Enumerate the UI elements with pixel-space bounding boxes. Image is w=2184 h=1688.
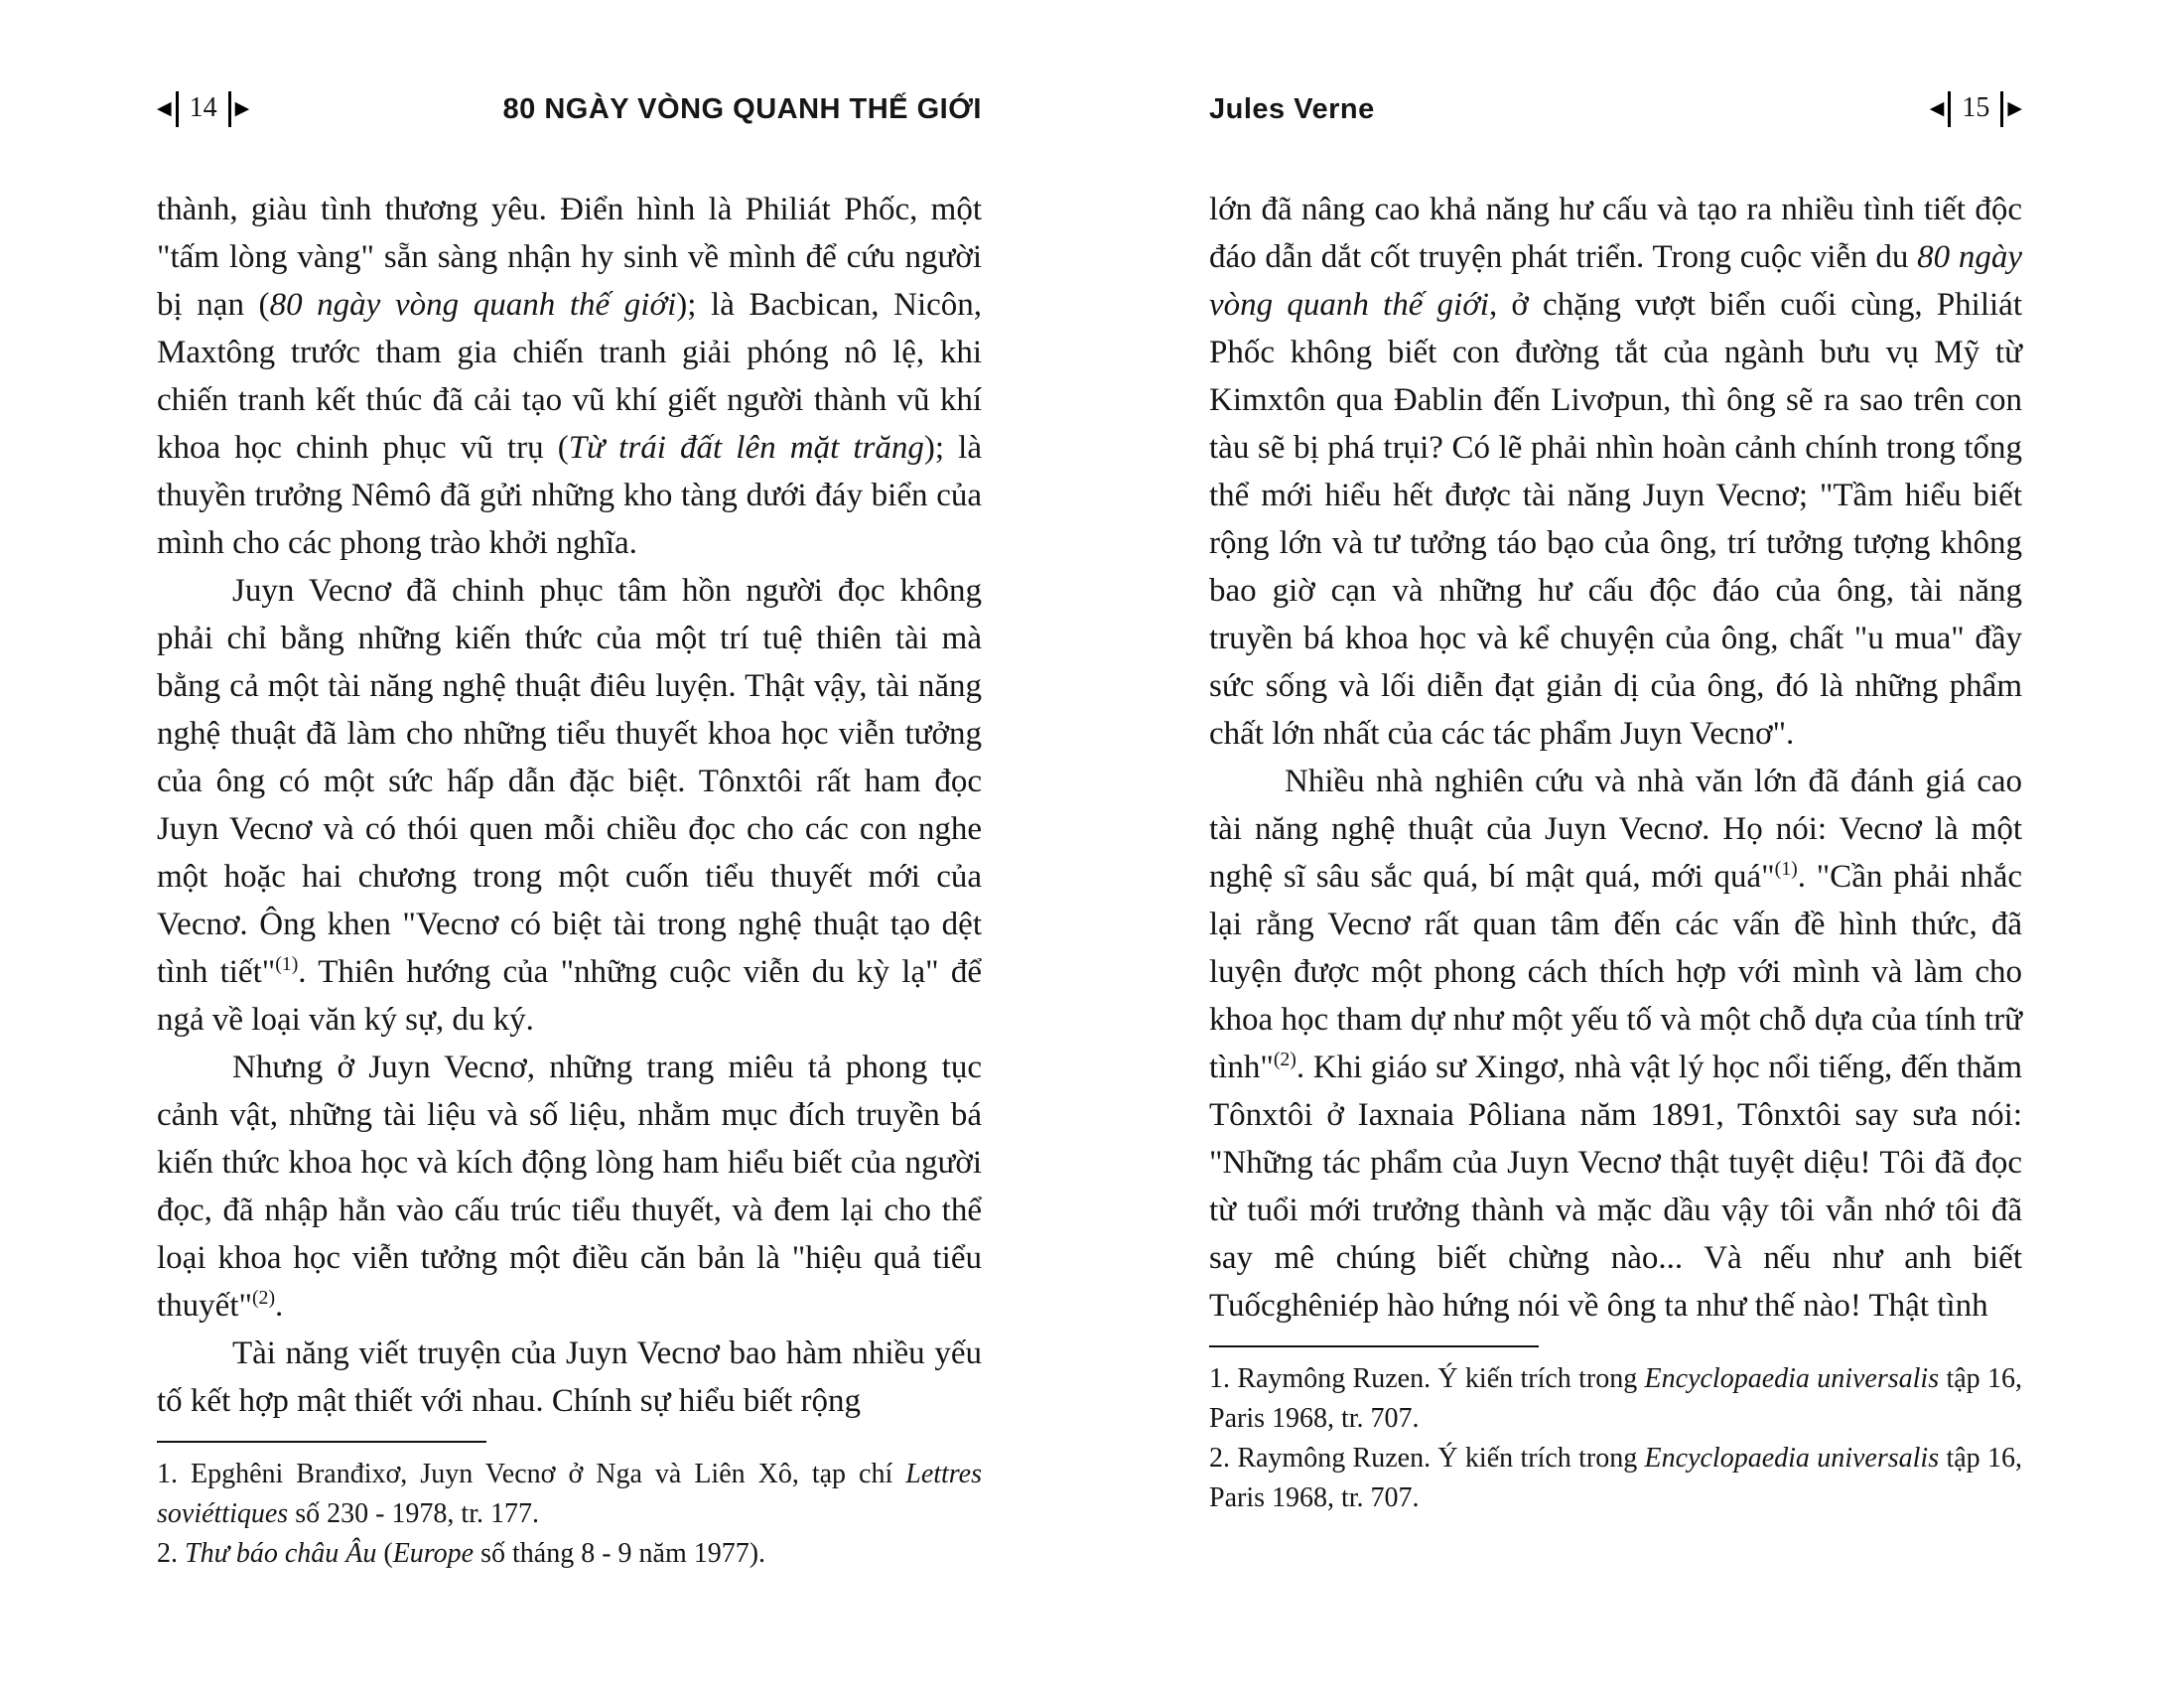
page-body-left: [157, 186, 982, 1425]
footnote-list: [157, 1455, 982, 1574]
italic-text: 80 ngày vòng quanh thế giới: [269, 287, 677, 323]
page-header-left: [157, 87, 982, 131]
text-run: Juyn Vecnơ đã chinh phục tâm hồn người đọc không phải chỉ bằng những kiến thức của một trí tuệ thiên tài mà bằng cả một tài năng nghệ thuật điêu luyện. Thật vậy, tài năng nghệ thuật đã làm cho những tiểu thuyết khoa học viễn tưởng của ông có một sức hấp dẫn đặc biệt. Tônxtôi rất ham đọc Juyn Vecnơ và có thói quen mỗi chiều đọc cho các con nghe một hoặc hai chương trong một cuốn tiểu thuyết mới của Vecnơ. Ông khen "Vecnơ có biệt tài trong nghệ thuật tạo dệt tình tiết": [157, 573, 982, 990]
italic-text: Europe: [392, 1538, 475, 1569]
footnote-ref: (2): [1273, 1049, 1297, 1070]
page-number-badge-left: [157, 91, 249, 127]
text-run: . Thiên hướng của "những cuộc viễn du kỳ lạ" để ngả về loại văn ký sự, du ký.: [157, 954, 982, 1038]
text-run: 2. Raymông Ruzen. Ý kiến trích trong: [1209, 1443, 1645, 1474]
text-run: 1. Raymông Ruzen. Ý kiến trích trong: [1209, 1363, 1645, 1394]
paragraph: [1209, 186, 2022, 758]
text-run: Tài năng viết truyện của Juyn Vecnơ bao hàm nhiều yếu tố kết hợp mật thiết với nhau. Chính sự hiểu biết rộng: [157, 1336, 982, 1419]
page-number: 15: [1948, 91, 2003, 127]
text-run: thành, giàu tình thương yêu. Điển hình là Philiát Phốc, một "tấm lòng vàng" sẵn sàng nhận hy sinh về mình để cứu người bị nạn (: [157, 192, 982, 323]
text-run: Nhưng ở Juyn Vecnơ, những trang miêu tả phong tục cảnh vật, những tài liệu và số liệu, nhằm mục đích truyền bá kiến thức khoa học và kích động lòng ham hiểu biết của người đọc, đã nhập hẳn vào cấu trúc tiểu thuyết, và đem lại cho thể loại khoa học viễn tưởng một điều căn bản là "hiệu quả tiểu thuyết": [157, 1050, 982, 1324]
footnote-list: [1209, 1359, 2022, 1518]
italic-text: Thư báo châu Âu: [185, 1538, 377, 1569]
footnote-divider: [157, 1441, 486, 1443]
paragraph: [157, 1330, 982, 1425]
text-run: .: [275, 1288, 284, 1324]
paragraph: [157, 186, 982, 567]
footnote: [157, 1534, 982, 1574]
paragraph: [1209, 758, 2022, 1330]
text-run: . "Cần phải nhắc lại rằng Vecnơ rất quan tâm đến các vấn đề hình thức, đã luyện được một phong cách thích hợp với mình và làm cho khoa học tham dự như một yếu tố và một chỗ dựa của tính trữ tình": [1209, 859, 2022, 1085]
paragraph: [157, 567, 982, 1044]
footnote-ref: (1): [1774, 858, 1798, 880]
text-run: tập 16, Paris 1968, tr. 707.: [1209, 1363, 2022, 1434]
next-page-icon[interactable]: ▶: [2007, 97, 2022, 120]
footnote: [157, 1455, 982, 1534]
footnotes-right: [1209, 1345, 2022, 1518]
next-page-icon[interactable]: ▶: [234, 97, 250, 120]
text-run: tập 16, Paris 1968, tr. 707.: [1209, 1443, 2022, 1513]
running-title-book: 80 NGÀY VÒNG QUANH THẾ GIỚI: [502, 92, 982, 125]
italic-text: Lettres soviéttiques: [157, 1459, 982, 1529]
text-run: ); là Bacbican, Nicôn, Maxtông trước tham gia chiến tranh giải phóng nô lệ, khi chiến tranh kết thúc đã cải tạo vũ khí giết người thành vũ khí khoa học chinh phục vũ trụ (: [157, 287, 983, 466]
paragraph: [157, 1044, 982, 1330]
prev-page-icon[interactable]: ◀: [157, 97, 172, 120]
text-run: Nhiều nhà nghiên cứu và nhà văn lớn đã đánh giá cao tài năng nghệ thuật của Juyn Vecnơ. Họ nói: Vecnơ là một nghệ sĩ sâu sắc quá, bí mật quá, mới quá": [1209, 764, 2022, 895]
text-run: số tháng 8 - 9 năm 1977).: [474, 1538, 766, 1569]
footnote-divider: [1209, 1345, 1539, 1347]
italic-text: Encyclopaedia universalis: [1644, 1443, 1940, 1474]
text-run: . Khi giáo sư Xingơ, nhà vật lý học nổi tiếng, đến thăm Tônxtôi ở Iaxnaia Pôliana năm 1891, Tônxtôi say sưa nói: "Những tác phẩm của Juyn Vecnơ thật tuyệt diệu! Tôi đã đọc từ tuổi mới trưởng thành và mặc dầu vậy tôi vẫn nhớ tôi đã say mê chúng biết chừng nào... Và nếu như anh biết Tuốcghêniép hào hứng nói về ông ta như thế nào! Thật tình: [1209, 1050, 2022, 1324]
prev-page-icon[interactable]: ◀: [1929, 97, 1945, 120]
footnote: [1209, 1359, 2022, 1439]
text-run: (: [376, 1538, 393, 1569]
italic-text: 80 ngày vòng quanh thế giới: [1209, 239, 2022, 323]
footnotes-left: [157, 1441, 982, 1574]
page-number: 14: [176, 91, 231, 127]
text-run: , ở chặng vượt biển cuối cùng, Philiát Phốc không biết con đường tắt của ngành bưu vụ Mỹ từ Kimxtôn qua Đablin đến Livơpun, thì ông sẽ ra sao trên con tàu sẽ bị phá trụi? Có lẽ phải nhìn hoàn cảnh chính trong tổng thể mới hiểu hết được tài năng Juyn Vecnơ; "Tầm hiểu biết rộng lớn và tư tưởng táo bạo của ông, trí tưởng tượng không bao giờ cạn và những hư cấu độc đáo của ông, tài năng truyền bá khoa học và kể chuyện của ông, chất "u mua" đầy sức sống và lối diễn đạt giản dị của ông, đó là những phẩm chất lớn nhất của các tác phẩm Juyn Vecnơ".: [1209, 287, 2022, 752]
italic-text: Từ trái đất lên mặt trăng: [568, 430, 924, 466]
footnote-ref: (2): [251, 1287, 276, 1309]
text-run: số 230 - 1978, tr. 177.: [288, 1498, 539, 1529]
page-header-right: [1209, 87, 2022, 131]
footnote: [1209, 1439, 2022, 1518]
text-run: 2.: [157, 1538, 185, 1569]
footnote-ref: (1): [275, 953, 299, 975]
text-run: 1. Epghêni Branđixơ, Juyn Vecnơ ở Nga và Liên Xô, tạp chí: [157, 1459, 906, 1489]
italic-text: Encyclopaedia universalis: [1644, 1363, 1940, 1394]
page-right: [1092, 0, 2184, 1688]
text-run: ); là thuyền trưởng Nêmô đã gửi những kho tàng dưới đáy biển của mình cho các phong trào khởi nghĩa.: [157, 430, 982, 561]
text-run: lớn đã nâng cao khả năng hư cấu và tạo ra nhiều tình tiết độc đáo dẫn dắt cốt truyện phát triển. Trong cuộc viễn du: [1209, 192, 2022, 275]
running-title-author: Jules Verne: [1209, 92, 1375, 125]
page-number-badge-right: [1930, 91, 2022, 127]
page-body-right: [1209, 186, 2022, 1330]
